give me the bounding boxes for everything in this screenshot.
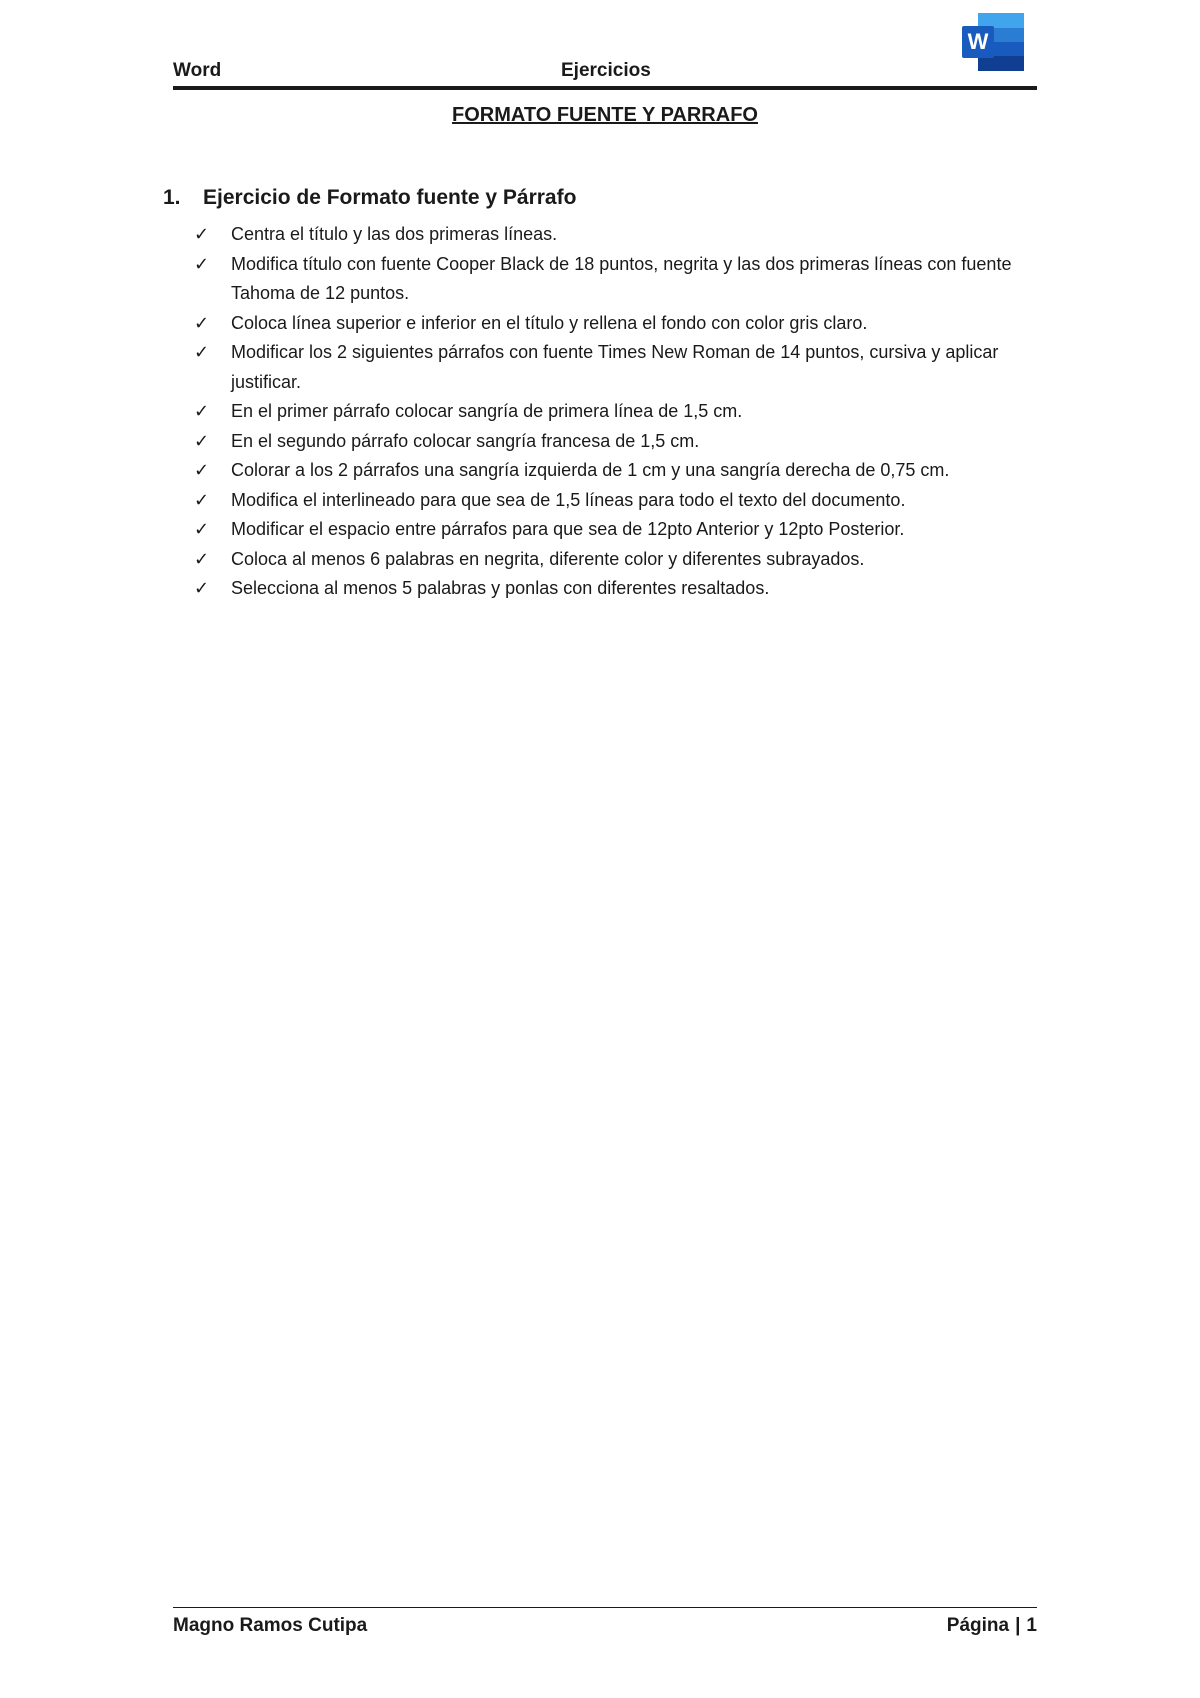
list-item-text: Modificar el espacio entre párrafos para que sea de 12pto Anterior y 12pto Posterior. [231,519,905,539]
check-mark-icon: ✓ [194,401,210,421]
list-item-text: Modifica título con fuente Cooper Black de 18 puntos, negrita y las dos primeras líneas con fuente Tahoma de 12 puntos. [231,253,1012,303]
footer-page-label: Página [946,1615,1010,1636]
list-item-text: En el segundo párrafo colocar sangría francesa de 1,5 cm. [231,430,700,451]
word-logo-letter: W [967,29,989,54]
list-item [163,309,1043,339]
list-item [163,456,1043,486]
list-item-text: Coloca al menos 6 palabras en negrita, diferente color y diferentes subrayados. [231,548,865,569]
check-mark-icon: ✓ [194,489,210,510]
list-item [163,545,1043,575]
list-item-text: Centra el título y las dos primeras líneas. [231,224,558,244]
list-item [163,397,1043,427]
list-item-text: Modificar los 2 siguientes párrafos con fuente Times New Roman de 14 puntos, cursiva y aplicar justificar. [231,342,999,392]
header-rule [173,86,1037,90]
exercise-list [163,220,1043,604]
footer-page-indicator [947,1615,1037,1637]
check-mark-icon: ✓ [194,578,210,598]
list-item [163,515,1043,545]
header-left-text: Word [173,60,222,81]
list-item [163,427,1043,457]
list-item-text: Colorar a los 2 párrafos una sangría izquierda de 1 cm y una sangría derecha de 0,75 cm. [231,460,950,480]
list-item [163,486,1043,516]
footer-separator: | [1015,1615,1021,1636]
page-header [173,56,1037,88]
section-number: 1. [163,186,181,209]
list-item [163,338,1043,397]
exercise-section [163,186,1043,604]
document-title: FORMATO FUENTE Y PARRAFO [452,104,758,126]
check-mark-icon: ✓ [194,460,210,480]
check-mark-icon: ✓ [194,253,210,274]
check-mark-icon: ✓ [194,548,210,569]
word-logo-icon [962,13,1024,71]
list-item [163,250,1043,309]
check-mark-icon: ✓ [194,519,210,539]
section-heading [163,186,1043,220]
check-mark-icon: ✓ [194,342,210,362]
list-item-text: En el primer párrafo colocar sangría de primera línea de 1,5 cm. [231,401,743,421]
check-mark-icon: ✓ [194,224,210,244]
footer-author: Magno Ramos Cutipa [173,1615,368,1636]
list-item [163,574,1043,604]
check-mark-icon: ✓ [194,312,210,333]
section-heading-text: Ejercicio de Formato fuente y Párrafo [203,186,577,209]
list-item-text: Selecciona al menos 5 palabras y ponlas con diferentes resaltados. [231,578,770,598]
header-center-text: Ejercicios [561,60,651,81]
list-item-text: Modifica el interlineado para que sea de 1,5 líneas para todo el texto del documento. [231,489,906,510]
footer-rule [173,1607,1037,1608]
footer-page-number: 1 [1026,1615,1037,1636]
check-mark-icon: ✓ [194,430,210,451]
list-item-text: Coloca línea superior e inferior en el título y rellena el fondo con color gris claro. [231,312,868,333]
list-item [163,220,1043,250]
